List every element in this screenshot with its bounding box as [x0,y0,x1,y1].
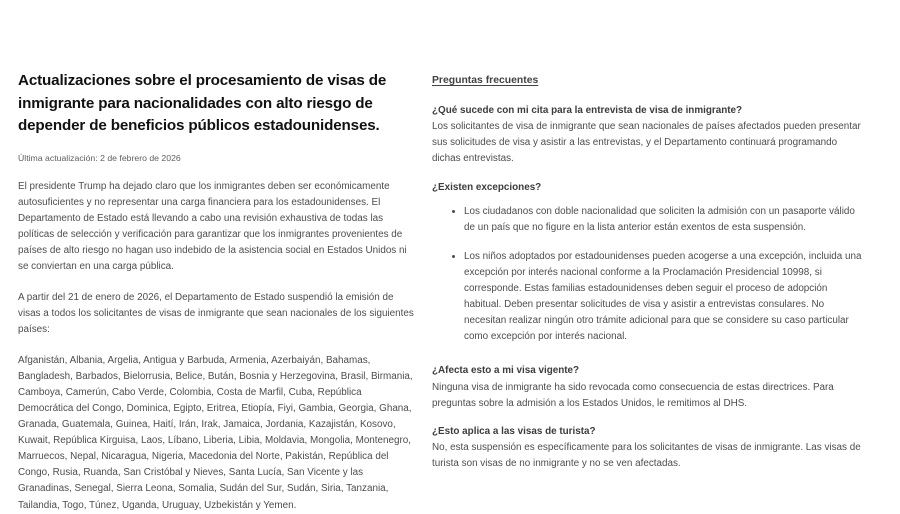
faq-question: ¿Existen excepciones? [432,181,542,193]
suspension-paragraph: A partir del 21 de enero de 2026, el Departamento de Estado suspendió la emisión de visas a todos los solicitantes de visas de inmigrante que sean nacionales de los siguientes países: [18,291,414,336]
faq-column [432,70,878,472]
main-article-column [0,70,432,514]
faq-item-interview [432,104,866,168]
faq-answer: Ninguna visa de inmigrante ha sido revocada como consecuencia de estas directrices. Para preguntas sobre la admisión a los Estados Unidos, le remitimos al DHS. [432,381,834,409]
spacer [432,345,866,351]
intro-paragraph: El presidente Trump ha dejado claro que los inmigrantes deben ser económicamente autosuficientes y no representar una carga financiera para los estadounidenses. El Departamento de Estado está llevando a cabo una revisión exhaustiva de todas las políticas de selección y verificación para garantizar que los inmigrantes provenientes de países de alto riesgo no hagan uso indebido de la asistencia social en Estados Unidos ni se conviertan en una carga pública. [18,180,407,272]
faq-item-current-visa [432,364,866,411]
faq-answer: Los solicitantes de visa de inmigrante que sean nacionales de países afectados pueden presentar sus solicitudes de visa y asistir a las entrevistas, y el Departamento continuará programando dichas entrevistas. [432,121,861,165]
affected-countries-list: Afganistán, Albania, Argelia, Antigua y Barbuda, Armenia, Azerbaiyán, Bahamas, Bangladesh, Barbados, Bielorrusia, Belice, Bután, Bosnia y Herzegovina, Brasil, Birmania, Camboya, Camerún, Cabo Verde, Colombia, Costa de Marfil, Cuba, República Democrática del Congo, Dominica, Egipto, Eritrea, Etiopía, Fiyi, Gambia, Georgia, Ghana, Granada, Guatemala, Guinea, Haití, Irán, Irak, Jamaica, Jordania, Kazajistán, Kosovo, Kuwait, República Kirguisa, Laos, Líbano, Liberia, Libia, Moldavia, Mongolia, Montenegro, Marruecos, Nepal, Nicaragua, Nigeria, Macedonia del Norte, Pakistán, República del Congo, Rusia, Ruanda, San Cristóbal y Nieves, Santa Lucía, San Vicente y las Granadinas, Senegal, Sierra Leona, Somalia, Sudán del Sur, Sudán, Siria, Tanzania, Tailandia, Togo, Túnez, Uganda, Uruguay, Uzbekistán y Yemen. [18,355,413,511]
list-item: Los niños adoptados por estadounidenses pueden acogerse a una excepción, incluida una excepción por interés nacional conforme a la Proclamación Presidencial 10998, si corresponde. Estas familias estadounidenses deben seguir el proceso de adopción habitual. Deben presentar solicitudes de visa y asistir a entrevistas consulares. No necesitan realizar ningún otro trámite adicional para que se considere su caso particular como excepción por interés nacional. [452,249,866,345]
faq-question: ¿Esto aplica a las visas de turista? [432,425,596,437]
faq-question: ¿Qué sucede con mi cita para la entrevista de visa de inmigrante? [432,105,743,116]
faq-heading-wrapper [432,70,866,88]
faq-answer: No, esta suspensión es específicamente para los solicitantes de visas de inmigrante. Las visas de turista son visas de no inmigrante y no se ven afectadas. [432,442,861,470]
last-updated-text: Última actualización: 2 de febrero de 2026 [18,152,181,163]
faq-question: ¿Afecta esto a mi visa vigente? [432,365,580,377]
page-title: Actualizaciones sobre el procesamiento de visas de inmigrante para nacionalidades con alto riesgo de depender de beneficios públicos estadounidenses. [18,72,387,134]
faq-exception-bullets [432,204,866,345]
faq-item-tourist-visa [432,425,866,472]
faq-heading: Preguntas frecuentes [432,75,539,86]
list-item: Los ciudadanos con doble nacionalidad que soliciten la admisión con un pasaporte válido de un país que no figure en la lista anterior están exentos de esta suspensión. [452,204,866,236]
faq-item-exceptions [432,181,866,346]
